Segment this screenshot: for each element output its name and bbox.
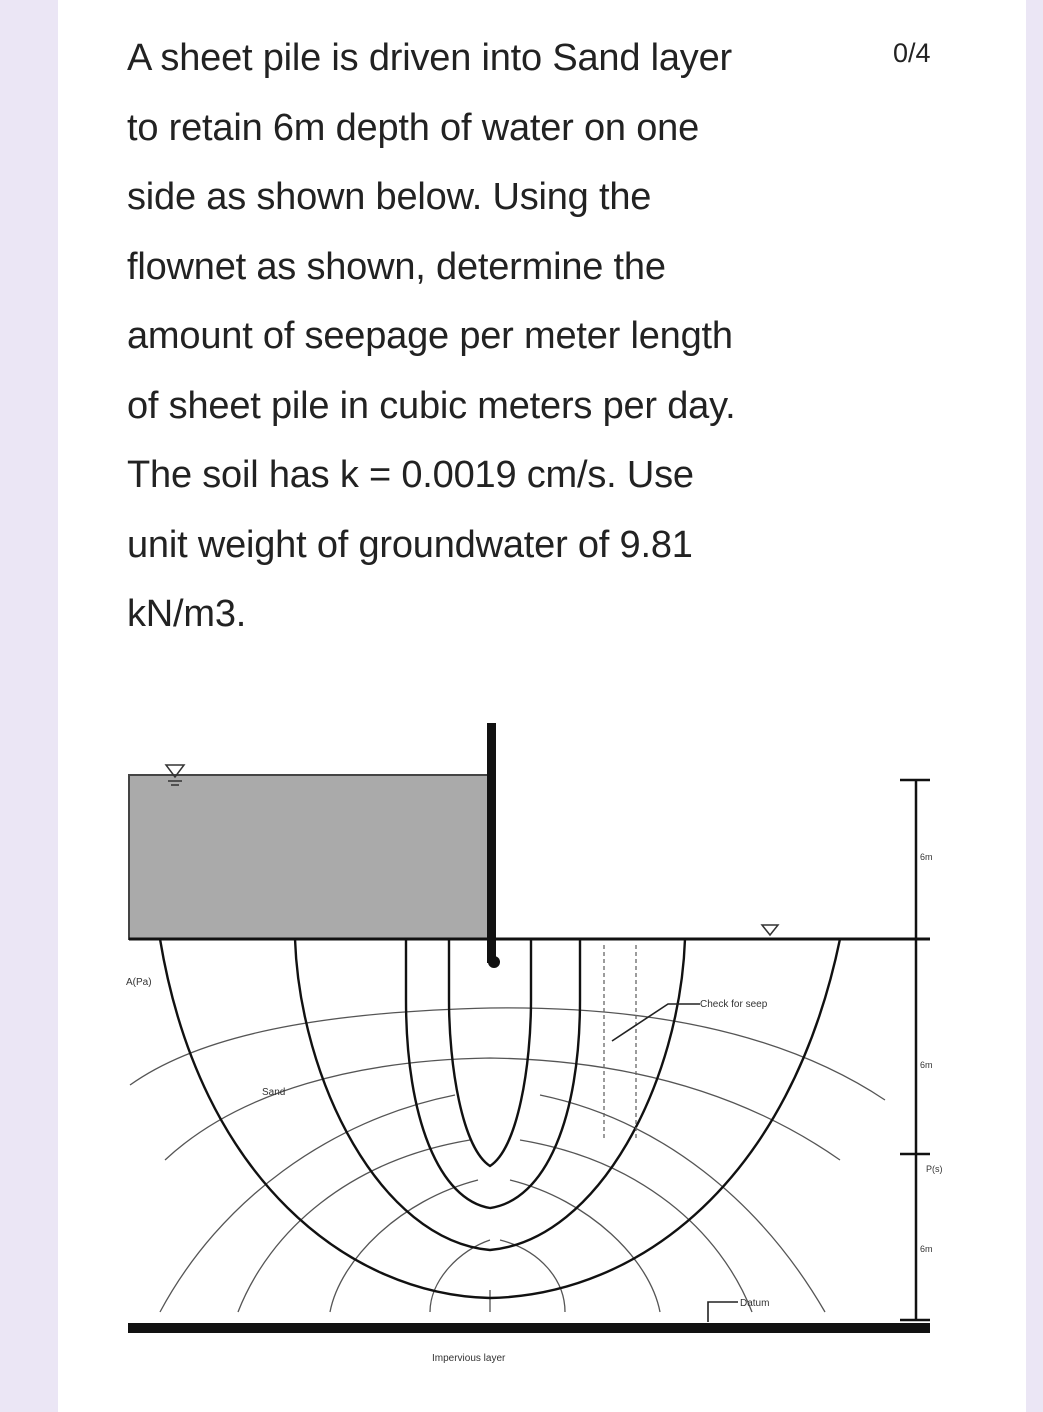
dimension-label: P(s)	[926, 1164, 943, 1174]
question-line: to retain 6m depth of water on one	[127, 106, 700, 149]
question-line: amount of seepage per meter length	[127, 315, 733, 357]
flow-lines	[160, 939, 840, 1298]
question-line: unit weight of groundwater of 9.81	[127, 523, 693, 566]
question-line: The soil has k = 0.0019 cm/s. Use	[127, 454, 694, 496]
flow-line	[295, 939, 685, 1250]
question-line: of sheet pile in cubic meters per day.	[127, 384, 736, 427]
point-a-label: A(Pa)	[126, 977, 152, 988]
pile-tip	[488, 956, 500, 968]
question-line: A sheet pile is driven into Sand layer	[127, 37, 732, 79]
check-element	[604, 945, 636, 1140]
flow-line	[449, 939, 531, 1166]
sheet-pile	[487, 723, 496, 963]
dimension-label: 6m	[920, 1060, 933, 1070]
question-line: side as shown below. Using the	[127, 176, 652, 218]
dimension-label: 6m	[920, 852, 933, 862]
impervious-label: Impervious layer	[432, 1353, 506, 1364]
flow-line	[160, 939, 840, 1298]
datum-label: Datum	[740, 1298, 770, 1309]
sand-label: Sand	[262, 1087, 286, 1098]
downstream-water-symbol	[762, 925, 778, 935]
equipotential-lines	[130, 1008, 885, 1312]
check-label: Check for seep	[700, 999, 768, 1010]
flow-line	[406, 939, 580, 1208]
dimension-label: 6m	[920, 1244, 933, 1254]
callout-leaders	[612, 1004, 738, 1322]
question-line: flownet as shown, determine the	[127, 245, 666, 288]
score-badge: 0/4	[893, 38, 931, 68]
question-line: kN/m3.	[127, 593, 247, 635]
water-region	[129, 775, 491, 939]
